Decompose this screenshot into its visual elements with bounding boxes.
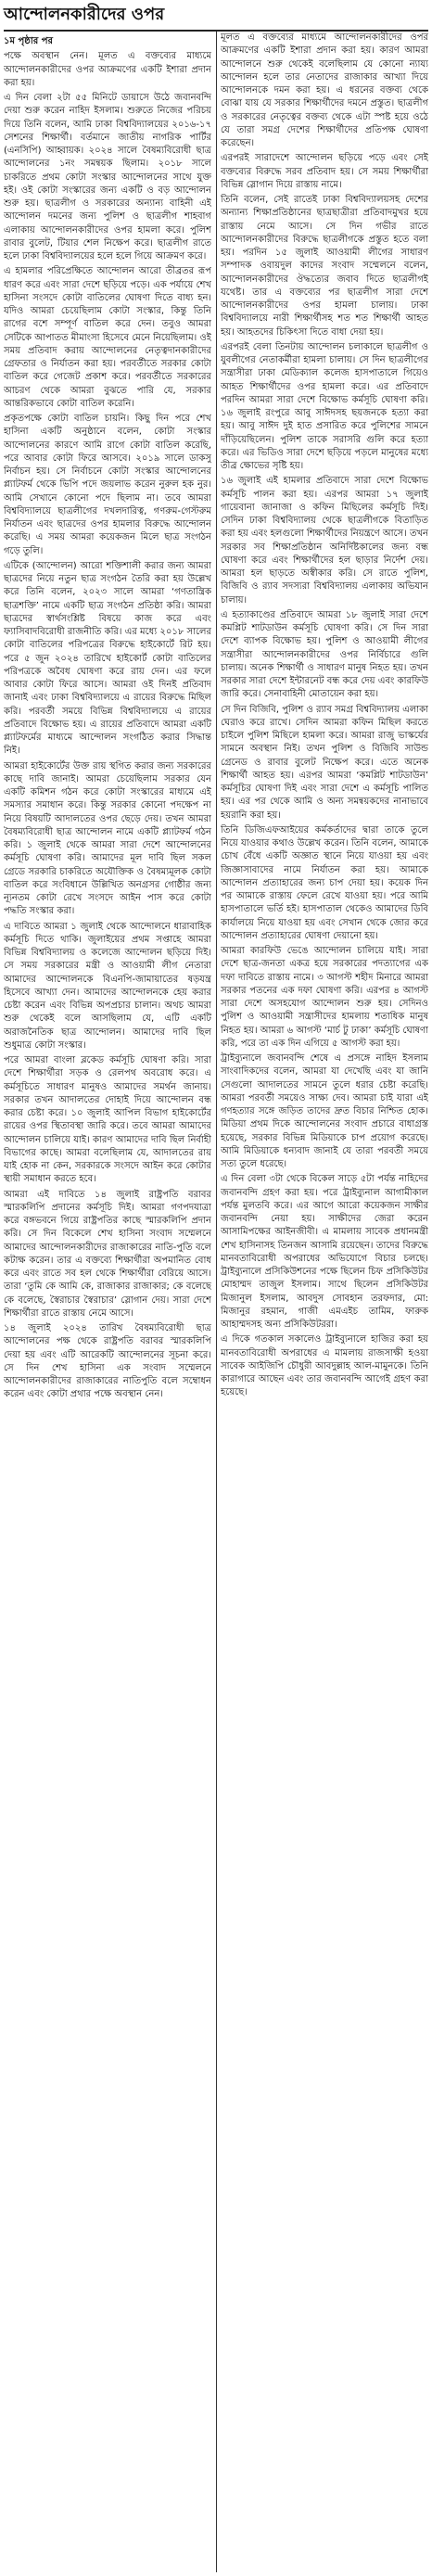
paragraph: প্রকৃতপক্ষে কোটা বাতিল চায়নি। কিছু দিন পরে শেখ হাসিনা একটি অনুষ্ঠানে বলেন, কোটা সংস্কার আন্দোলনের কারণে আমি রাগে কোটা বাতিল করেছি, পরে আবার কোটা ফিরে আসবে। ২০১৯ সালে ডাকসু নির্বাচন হয়। সে নির্বাচনে কোটা সংস্কার আন্দোলনের প্ল্যাটফর্ম থেকে ভিপি পদে জয়লাভ করেন নুরুল হক নুর। আমি সেখানে কোনো পদে ছিলাম না। তবে আমরা বিশ্ববিদ্যালয়ে ছাত্রলীগের দখলদারিত্ব, গণরুম-গেস্টরুম নির্যাতন এবং ছাত্রদের ওপর হামলার বিরুদ্ধে আন্দোলন করেছি। এ সময় আমরা কয়েকজন মিলে ছাত্র সংগঠন গড়ে তুলি।	[4, 414, 211, 556]
paragraph: আমরা হাইকোর্টের উক্ত রায় স্থগিত করার জন্য সরকারের কাছে দাবি জানাই। আমরা চেয়েছিলাম সরকার যেন একটি কমিশন গঠন করে কোটা সংস্কারের মাধ্যমে এই সমস্যার সমাধান করে। কিন্তু সরকার কোনো পদক্ষেপ না নিয়ে বিষয়টি আদালতের ওপর ছেড়ে দেয়। তখন আমরা বৈষম্যবিরোধী ছাত্র আন্দোলন নামে একটি প্ল্যাটফর্ম গঠন করি। ১ জুলাই থেকে আমরা সারা দেশে আন্দোলনের কর্মসূচি ঘোষণা করি। আমাদের মূল দাবি ছিল সকল গ্রেডে সরকারি চাকরিতে অযৌক্তিক ও বৈষম্যমূলক কোটা বাতিল করে সংবিধানে উল্লিখিত অনগ্রসর গোষ্ঠীর জন্য ন্যূনতম কোটা রেখে সংসদে আইন পাস করে কোটা পদ্ধতি সংস্কার করা।	[4, 760, 211, 917]
paragraph: এ হামলার পরিপ্রেক্ষিতে আন্দোলন আরো তীব্রতর রূপ ধারণ করে এবং সারা দেশে ছড়িয়ে পড়ে। এক পর্যায়ে শেখ হাসিনা সংসদে কোটা বাতিলের ঘোষণা দিতে বাধ্য হন। যদিও আমরা চেয়েছিলাম কোটা সংস্কার, কিন্তু তিনি রাগের বশে সম্পূর্ণ বাতিল করে দেন। তবুও আমরা সেটিকে আপাতত মীমাংসা হিসেবে মেনে নিয়েছিলাম। ওই সময় প্রতিবাদ করায় আন্দোলনের নেতৃত্বদানকারীদের গ্রেফতার ও নির্যাতন করা হয়। পরবর্তীতে সরকার কোটা বাতিল করে গেজেট প্রকাশ করে। পরবর্তীতে সরকারের আচরণ থেকে আমরা বুঝতে পারি যে, সরকার আন্তরিকভাবে কোটা বাতিল করেনি।	[4, 266, 211, 409]
paragraph: এ দিকে গতকাল সকালেও ট্রাইব্যুনালে হাজির করা হয় মানবতাবিরোধী অপরাধের এ মামলায় রাজসাক্ষী হওয়া সাবেক আইজিপি চৌধুরী আবদুল্লাহ আল-মামুনকে। তিনি কারাগারে আছেন এবং তার জবানবন্দি আগেই গ্রহণ করা হয়েছে।	[221, 1334, 428, 1398]
paragraph: এ হত্যাকাণ্ডের প্রতিবাদে আমরা ১৮ জুলাই সারা দেশে কমপ্লিট শাটডাউন কর্মসূচি ঘোষণা করি। সে দিন সারা দেশে ব্যাপক বিক্ষোভ হয়। পুলিশ ও আওয়ামী লীগের সন্ত্রাসীরা আন্দোলনকারীদের ওপর নির্বিচারে গুলি চালায়। অনেক শিক্ষার্থী ও সাধারণ মানুষ নিহত হয়। তখন সরকার সারা দেশে ইন্টারনেট বন্ধ করে দেয় এবং কারফিউ জারি করে। সেনাবাহিনী মোতায়েন করা হয়।	[221, 609, 428, 700]
column-divider	[216, 32, 217, 2572]
paragraph: ১৪ জুলাই ২০২৪ তারিখ বৈষম্যবিরোধী ছাত্র আন্দোলনের পক্ষ থেকে রাষ্ট্রপতি বরাবর স্মারকলিপি দেয়া হয় এবং এটি আরেকটি আন্দোলনের সূচনা করে। সে দিন শেখ হাসিনা এক সংবাদ সম্মেলনে আন্দোলনকারীদের রাজাকারের নাতিপুতি বলে সম্বোধন করেন এবং কোটা প্রথার পক্ষে অবস্থান নেন।	[4, 1323, 211, 1400]
headline: আন্দোলনকারীদের ওপর	[4, 4, 165, 24]
paragraph: আমরা কারফিউ ভেঙে আন্দোলন চালিয়ে যাই। সারা দেশে ছাত্র-জনতা একত্র হয়ে সরকারের পদত্যাগের এক দফা দাবিতে রাস্তায় নামে। ৩ আগস্ট শহীদ মিনারে আমরা সরকার পতনের এক দফা ঘোষণা করি। এরপর ৪ আগস্ট সারা দেশে অসহযোগ আন্দোলন শুরু হয়। সেদিনও পুলিশ ও আওয়ামী সন্ত্রাসীদের হামলায় শতাধিক মানুষ নিহত হয়। আমরা ৬ আগস্ট ‘মার্চ টু ঢাকা’ কর্মসূচি ঘোষণা করি, পরে তা এক দিন এগিয়ে ৫ আগস্ট করা হয়।	[221, 946, 428, 1049]
paragraph: তিনি বলেন, সেই রাতেই ঢাকা বিশ্ববিদ্যালয়সহ দেশের অন্যান্য শিক্ষাপ্রতিষ্ঠানের ছাত্রছাত্রীরা প্রতিবাদমুখর হয়ে রাস্তায় নেমে আসে। সে দিন গভীর রাতে আন্দোলনকারীদের বিরুদ্ধে ছাত্রলীগকে প্রস্তুত হতে বলা হয়। পরদিন ১৫ জুলাই আওয়ামী লীগের সাধারণ সম্পাদক ওবায়দুল কাদের সংবাদ সম্মেলনে বলেন, আন্দোলনকারীদের ঔদ্ধত্যের জবাব দিতে ছাত্রলীগই যথেষ্ট। তার এ বক্তব্যের পর ছাত্রলীগ সারা দেশে আন্দোলনকারীদের ওপর হামলা চালায়। ঢাকা বিশ্ববিদ্যালয়ে নারী শিক্ষার্থীসহ শত শত শিক্ষার্থী আহত হয়। আহতদের চিকিৎসা দিতে বাধা দেয়া হয়।	[221, 195, 428, 338]
paragraph: এ দিন বেলা ৩টা থেকে বিকেল সাড়ে ৫টা পর্যন্ত নাহিদের জবানবন্দি গ্রহণ করা হয়। পরে ট্রাইব্যুনাল আগামীকাল পর্যন্ত মুলতবি করে। এর আগে আরো কয়েকজন সাক্ষীর জবানবন্দি নেয়া হয়। সাক্ষীদের জেরা করেন আসামিপক্ষের আইনজীবী। এ মামলায় সাবেক প্রধানমন্ত্রী শেখ হাসিনাসহ তিনজন আসামি রয়েছেন। তাদের বিরুদ্ধে মানবতাবিরোধী অপরাধের অভিযোগে বিচার চলছে। ট্রাইব্যুনালে প্রসিকিউশনের পক্ষে ছিলেন চিফ প্রসিকিউটর মোহাম্মদ তাজুল ইসলাম। সাথে ছিলেন প্রসিকিউটর মিজানুল ইসলাম, আবদুস সোবহান তরফদার, মো: মিজানুর রহমান, গাজী এমএইচ তামিম, ফারুক আহাম্মদসহ অন্য প্রসিকিউটররা।	[221, 1174, 428, 1330]
paragraph: এটিকে (আন্দোলন) আরো শক্তিশালী করার জন্য আমরা ছাত্রদের নিয়ে নতুন ছাত্র সংগঠন তৈরি করা হয় উল্লেখ করে তিনি বলেন, ২০২৩ সালে আমরা ‘গণতান্ত্রিক ছাত্রশক্তি’ নামে একটি ছাত্র সংগঠন প্রতিষ্ঠা করি। আমরা ছাত্রদের স্বার্থসংশ্লিষ্ট বিষয়ে কাজ করে এবং ফ্যাসিবাদবিরোধী রাজনীতি করি। এর মধ্যে ২০১৮ সালের কোটা বাতিলের পরিপত্রের বিরুদ্ধে হাইকোর্টে রিট হয়। পরে ৫ জুন ২০২৪ তারিখে হাইকোর্ট কোটা বাতিলের পরিপত্রকে অবৈধ ঘোষণা করে রায় দেন। এর ফলে আবার কোটা ফিরে আসে। আমরা ওই দিনই প্রতিবাদ জানাই এবং ঢাকা বিশ্ববিদ্যালয়ে এ রায়ের বিরুদ্ধে মিছিল করি। পরবর্তী সময়ে বিভিন্ন বিশ্ববিদ্যালয়ে এ রায়ের প্রতিবাদে বিক্ষোভ হয়। এ রায়ের প্রতিবাদে আমরা একটি প্ল্যাটফর্মের মাধ্যমে আন্দোলন সংগঠিত করার সিদ্ধান্ত নিই।	[4, 560, 211, 757]
left-column	[4, 32, 211, 2572]
headline-bar	[4, 0, 428, 32]
paragraph: আমরা এই দাবিতে ১৪ জুলাই রাষ্ট্রপতি বরাবর স্মারকলিপি প্রদানের কর্মসূচি দিই। আমরা গণপদযাত্রা করে বঙ্গভবনে গিয়ে রাষ্ট্রপতির কাছে স্মারকলিপি প্রদান করি। সে দিন বিকেলে শেখ হাসিনা সংবাদ সম্মেলনে আমাদের আন্দোলনকারীদের রাজাকারের নাতি-পুতি বলে কটাক্ষ করেন। তার এ বক্তব্যে শিক্ষার্থীরা অপমানিত বোধ করে এবং রাতে সব হল থেকে শিক্ষার্থীরা বেরিয়ে আসে। তারা ‘তুমি কে আমি কে, রাজাকার রাজাকার; কে বলেছে কে বলেছে, স্বৈরাচার স্বৈরাচার’ স্লোগান দেয়। সারা দেশে শিক্ষার্থীরা রাতে রাস্তায় নেমে আসে।	[4, 1189, 211, 1319]
continued-from-label: ১ম পৃষ্ঠার পর	[4, 36, 53, 46]
paragraph: পক্ষে অবস্থান নেন। মূলত এ বক্তব্যের মাধ্যমে আন্দোলনকারীদের ওপর আক্রমণের একটি ইশারা প্রদান করা হয়।	[4, 51, 211, 88]
paragraph: পরে আমরা বাংলা ব্লকেড কর্মসূচি ঘোষণা করি। সারা দেশে শিক্ষার্থীরা সড়ক ও রেলপথ অবরোধ করে। এ কর্মসূচিতে সাধারণ মানুষও আমাদের সমর্থন জানায়। সরকার তখন আদালতের দোহাই দিয়ে আন্দোলন বন্ধ করার চেষ্টা করে। ১০ জুলাই আপিল বিভাগ হাইকোর্টের রায়ের ওপর স্থিতাবস্থা জারি করে। তবে আমরা আমাদের আন্দোলন চালিয়ে যাই। কারণ আমাদের দাবি ছিল নির্বাহী বিভাগের কাছে। আমরা বলেছিলাম যে, আদালতের রায় যাই হোক না কেন, সরকারকে সংসদে আইন করে কোটার স্থায়ী সমাধান করতে হবে।	[4, 1055, 211, 1185]
paragraph: এ দিন বেলা ২টা ৫৫ মিনিটে ডায়াসে উঠে জবানবন্দি দেয়া শুরু করেন নাহিদ ইসলাম। শুরুতে নিজের পরিচয় দিয়ে তিনি বলেন, আমি ঢাকা বিশ্ববিদ্যালয়ের ২০১৬-১৭ সেশনের শিক্ষার্থী। বর্তমানে জাতীয় নাগরিক পার্টির (এনসিপি) আহ্বায়ক। ২০২৪ সালে বৈষম্যবিরোধী ছাত্র আন্দোলনের ১নং সমন্বয়ক ছিলাম। ২০১৮ সালে চাকরিতে প্রথম কোটা সংস্কার আন্দোলনের সাথে যুক্ত হই। ওই কোটা সংস্কারের জন্য একটি ও বড় আন্দোলন শুরু হয়। ছাত্রলীগ ও সরকারের অন্যান্য বাহিনী এই আন্দোলন দমনের জন্য পুলিশ ও ছাত্রলীগ শাহবাগ এলাকায় আন্দোলনকারীদের ওপর হামলা করে। পুলিশ রাবার বুলেট, টিয়ার শেল নিক্ষেপ করে। ছাত্রলীগ রাতে হলে ঢাকা বিশ্ববিদ্যালয়ের হলে হলে গিয়ে আক্রমণ করে।	[4, 93, 211, 261]
paragraph: সে দিন বিজিবি, পুলিশ ও র‍্যাব সমগ্র বিশ্ববিদ্যালয় এলাকা ঘেরাও করে রাখে। সেদিন আমরা কফিন মিছিল করতে চাইলে পুলিশ মিছিলে হামলা করে। আমরা রাজু ভাস্কর্যের সামনে অবস্থান নিই। তখন পুলিশ ও বিজিবি সাউন্ড গ্রেনেড ও রাবার বুলেট নিক্ষেপ করে। এতে অনেক শিক্ষার্থী আহত হয়। এরপর আমরা ‘কমপ্লিট শাটডাউন’ কর্মসূচির ঘোষণা দিই এবং সারা দেশে এ কর্মসূচি পালিত হয়। এর পর থেকে আমি ও অন্য সমন্বয়কদের নানাভাবে হয়রানি করা হয়।	[221, 704, 428, 821]
article-columns	[4, 32, 428, 2572]
paragraph: ট্রাইব্যুনালে জবানবন্দি শেষে এ প্রসঙ্গে নাহিদ ইসলাম সাংবাদিকদের বলেন, আমরা যা দেখেছি এবং যা জানি সেগুলো আদালতের সামনে তুলে ধরার চেষ্টা করেছি। আমরা পরবর্তী সময়েও সাক্ষ্য দেব। আমরা চাই যারা এই গণহত্যার সঙ্গে জড়িত তাদের দ্রুত বিচার নিশ্চিত হোক। মিডিয়া প্রথম দিকে আন্দোলনের সংবাদ প্রচারে বাধাগ্রস্ত হয়েছে, সরকার বিভিন্ন মিডিয়াকে চাপ প্রয়োগ করেছে। আমি মিডিয়াকে ধন্যবাদ জানাই যে তারা পরবর্তী সময়ে সত্য তুলে ধরেছে।	[221, 1053, 428, 1169]
paragraph: এরপরই বেলা তিনটায় আন্দোলন চলাকালে ছাত্রলীগ ও যুবলীগের নেতাকর্মীরা হামলা চালায়। সে দিন ছাত্রলীগের সন্ত্রাসীরা ঢাকা মেডিক্যাল কলেজ হাসপাতালে গিয়েও আহত শিক্ষার্থীদের ওপর হামলা করে। এর প্রতিবাদে পরদিন আমরা সারা দেশে বিক্ষোভ কর্মসূচি ঘোষণা করি। ১৬ জুলাই রংপুরে আবু সাঈদসহ ছয়জনকে হত্যা করা হয়। আবু সাঈদ দুই হাত প্রসারিত করে পুলিশের সামনে দাঁড়িয়েছিলেন। পুলিশ তাকে সরাসরি গুলি করে হত্যা করে। এর ভিডিও সারা দেশে ছড়িয়ে পড়লে মানুষের মধ্যে তীব্র ক্ষোভের সৃষ্টি হয়।	[221, 341, 428, 471]
paragraph: এ দাবিতে আমরা ১ জুলাই থেকে আন্দোলনে ধারাবাহিক কর্মসূচি দিতে থাকি। জুলাইয়ের প্রথম সপ্তাহে আমরা বিভিন্ন বিশ্ববিদ্যালয় ও কলেজে আন্দোলন ছড়িয়ে দিই। সে সময় সরকারের মন্ত্রী ও আওয়ামী লীগ নেতারা আমাদের আন্দোলনকে বিএনপি-জামায়াতের ষড়যন্ত্র হিসেবে আখ্যা দেন। আমাদের আন্দোলনকে হেয় করার চেষ্টা করেন এবং বিভিন্ন অপপ্রচার চালান। অথচ আমরা শুরু থেকেই বলে আসছিলাম যে, এটি একটি অরাজনৈতিক ছাত্র আন্দোলন। আমাদের দাবি ছিল শুধুমাত্র কোটা সংস্কার।	[4, 921, 211, 1051]
paragraph: মূলত এ বক্তব্যের মাধ্যমে আন্দোলনকারীদের ওপর আক্রমণের একটি ইশারা প্রদান করা হয়। কারণ আমরা আন্দোলনে শুরু থেকেই বলেছিলাম যে কোনো ন্যায্য আন্দোলন হলে তার নেতাদের রাজাকার আখ্যা দিয়ে আন্দোলনকে দমন করা হয়। এ ধরনের বক্তব্য থেকে বোঝা যায় যে সরকার শিক্ষার্থীদের দমনে প্রস্তুত। ছাত্রলীগ ও সরকারের নেতৃত্বের বক্তব্য থেকে এটা স্পষ্ট হয়ে ওঠে যে তারা সমগ্র দেশের শিক্ষার্থীদের প্রতিপক্ষ ঘোষণা করেছেন।	[221, 32, 428, 148]
paragraph: ১৬ জুলাই এই হামলার প্রতিবাদে সারা দেশে বিক্ষোভ কর্মসূচি পালন করা হয়। এরপর আমরা ১৭ জুলাই গায়েবানা জানাজা ও কফিন মিছিলের কর্মসূচি দিই। সেদিন ঢাকা বিশ্ববিদ্যালয় থেকে ছাত্রলীগকে বিতাড়িত করা হয় এবং হলগুলো শিক্ষার্থীদের নিয়ন্ত্রণে আসে। তখন সরকার সব শিক্ষাপ্রতিষ্ঠান অনির্দিষ্টকালের জন্য বন্ধ ঘোষণা করে এবং শিক্ষার্থীদের হল ছাড়ার নির্দেশ দেয়। আমরা হল ছাড়তে অস্বীকার করি। সে রাতে পুলিশ, বিজিবি ও র‍্যাব সদস্যরা বিশ্ববিদ্যালয় এলাকায় অভিযান চালায়।	[221, 476, 428, 606]
right-column	[221, 32, 428, 2572]
paragraph: এরপরই সারাদেশে আন্দোলন ছড়িয়ে পড়ে এবং সেই বক্তব্যের বিরুদ্ধে সরব প্রতিবাদ হয়। সে সময় শিক্ষার্থীরা বিভিন্ন স্লোগান দিয়ে রাস্তায় নামে।	[221, 153, 428, 190]
paragraph: তিনি ডিজিএফআইয়ের কর্মকর্তাদের দ্বারা তাকে তুলে নিয়ে যাওয়ার কথাও উল্লেখ করেন। তিনি বলেন, আমাকে চোখ বেঁধে একটি অজ্ঞাত স্থানে নিয়ে যাওয়া হয় এবং জিজ্ঞাসাবাদের নামে নির্যাতন করা হয়। আমাকে আন্দোলন প্রত্যাহারের জন্য চাপ দেয়া হয়। কয়েক দিন পর আমাকে রাস্তায় ফেলে রেখে যাওয়া হয়। পরে আমি হাসপাতালে ভর্তি হই। হাসপাতাল থেকেও আমাদের ডিবি কার্যালয়ে নিয়ে যাওয়া হয় এবং সেখান থেকে জোর করে আন্দোলন প্রত্যাহারের ঘোষণা দেয়ানো হয়।	[221, 824, 428, 941]
